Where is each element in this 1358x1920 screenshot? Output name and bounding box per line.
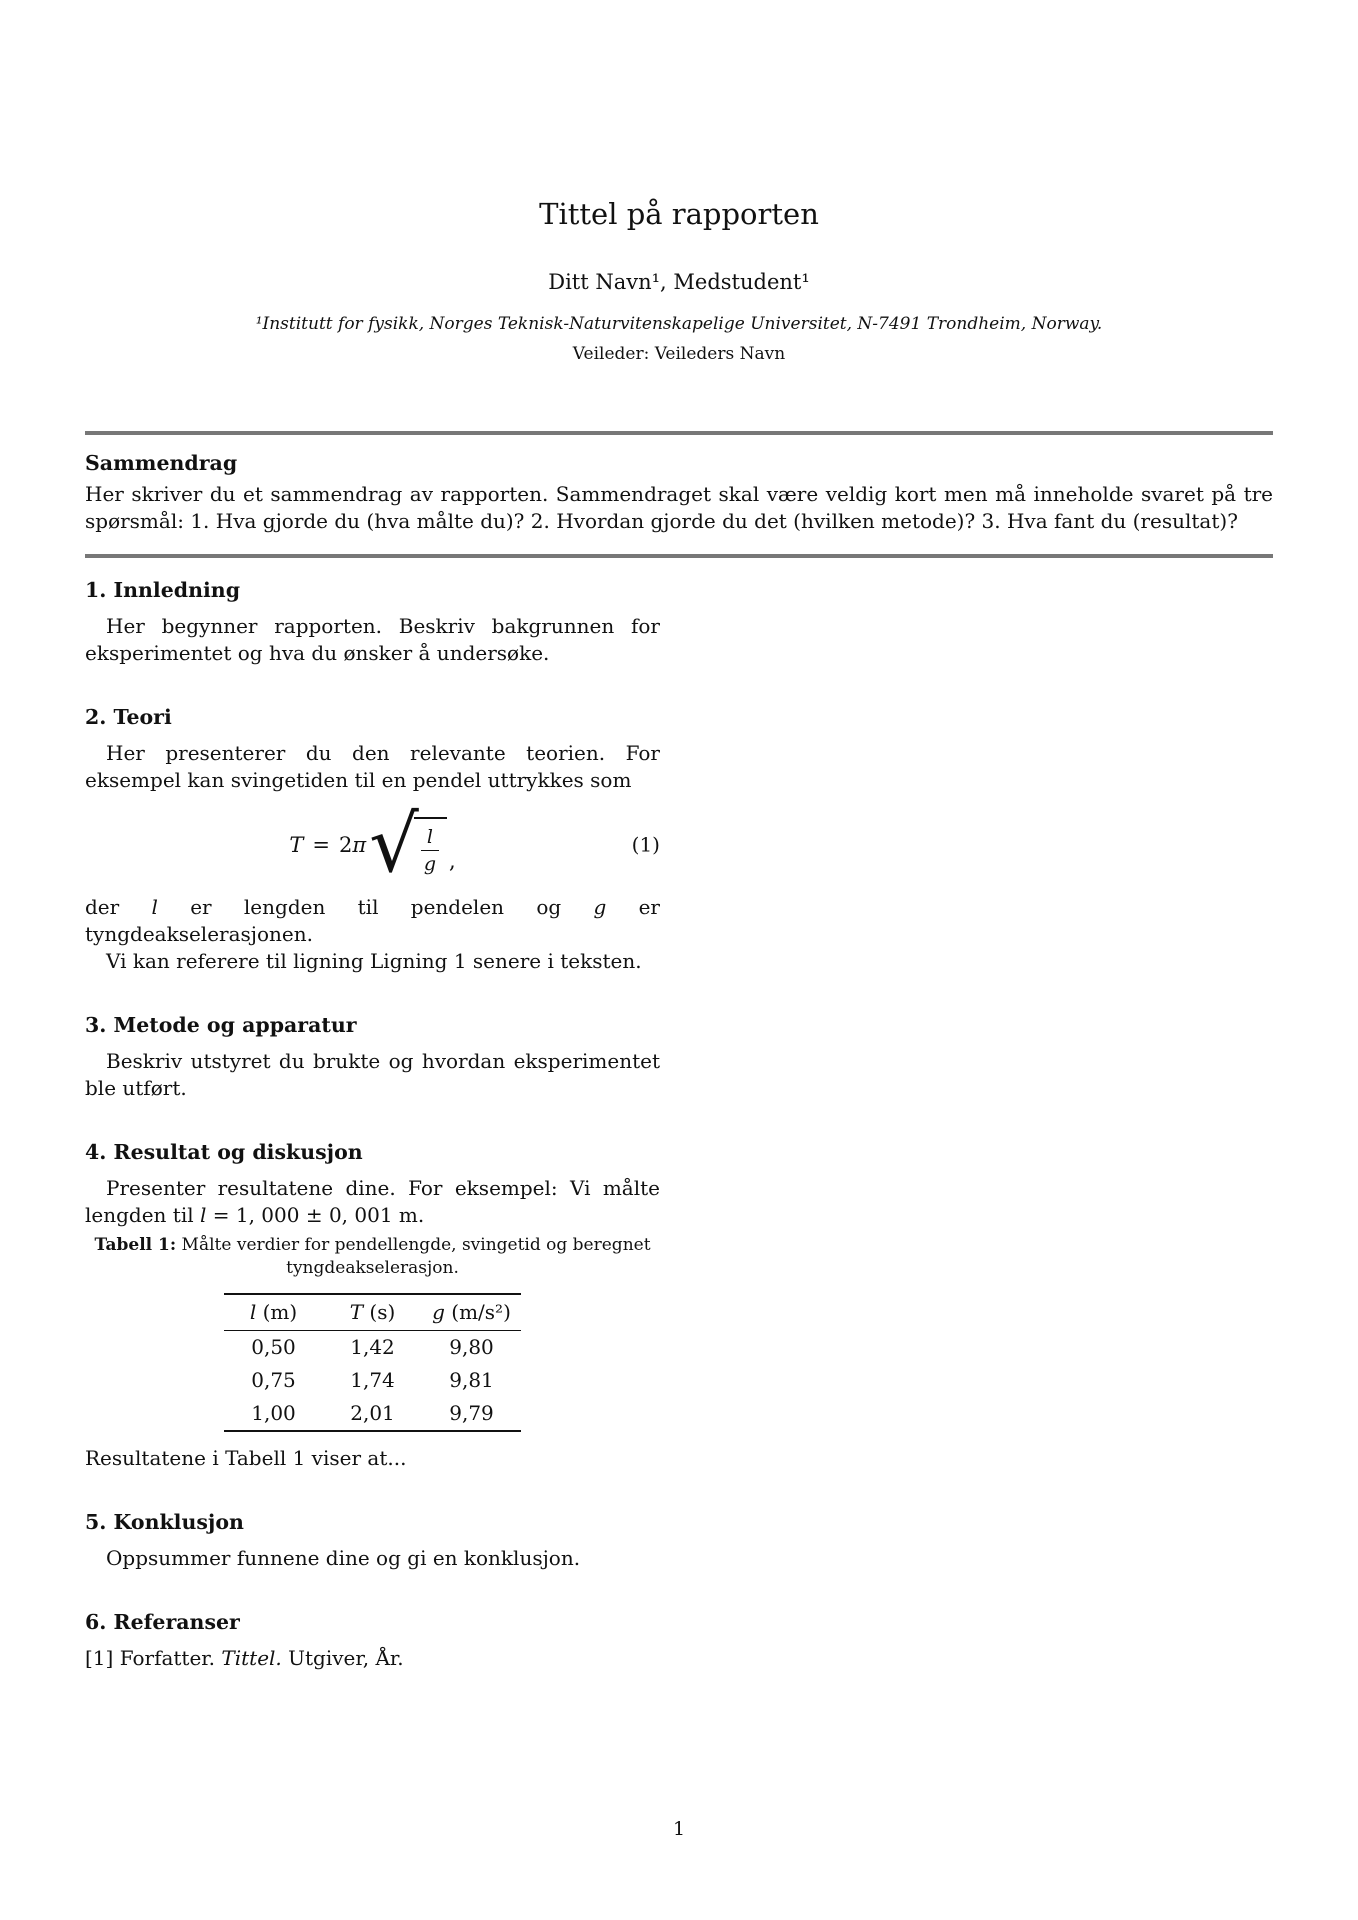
math-var-T: T	[349, 1300, 364, 1324]
square-root	[369, 800, 447, 890]
radicand	[414, 817, 447, 875]
results-table	[224, 1293, 521, 1432]
reference-entry	[85, 1645, 660, 1672]
abstract-body: Her skriver du et sammendrag av rapporten. Sammendraget skal være veldig kort men må inneholde svaret på tre spørsmål: 1. Hva gjorde du (hva målte du)? 2. Hvordan gjorde du det (hvilken metode)? 3. Hva fant du (resultat)?	[85, 482, 1273, 533]
table-header-row	[224, 1294, 521, 1331]
fraction-l-over-g	[421, 826, 439, 875]
teori-body: Her presenterer du den relevante teorien. For eksempel kan svingetiden til en pendel uttrykkes som	[85, 741, 660, 792]
text-part: der	[85, 895, 152, 919]
innledning-body: Her begynner rapporten. Beskriv bakgrunnen for eksperimentet og hva du ønsker å undersøke.	[85, 614, 660, 665]
section-heading-referanser: 6. Referanser	[85, 1610, 240, 1634]
table-cell: 9,79	[449, 1401, 494, 1425]
abstract-bottom-rule	[85, 554, 1273, 558]
math-var-g: g	[432, 1300, 445, 1324]
resultat-body	[85, 1175, 660, 1229]
table-cell: 1,42	[350, 1335, 395, 1359]
metode-body: Beskriv utstyret du brukte og hvordan eksperimentet ble utført.	[85, 1049, 660, 1100]
math-var-g: g	[423, 853, 436, 875]
table-caption-label: Tabell 1:	[94, 1235, 177, 1255]
unit-label: (m)	[256, 1300, 298, 1324]
math-var-T: T	[289, 832, 304, 857]
table-cell: 2,01	[350, 1401, 395, 1425]
table-row	[224, 1331, 521, 1365]
text-part: Utgiver, År.	[281, 1646, 404, 1670]
table-cell: 1,74	[350, 1368, 395, 1392]
table-header-period	[323, 1294, 422, 1331]
pendulum-period-equation	[85, 802, 660, 888]
unit-label: (m/s²)	[444, 1300, 511, 1324]
authors-line: Ditt Navn¹, Medstudent¹	[548, 270, 810, 294]
pi-symbol: π	[352, 832, 367, 857]
coefficient: 2	[338, 832, 353, 857]
math-var-l: l	[249, 1300, 257, 1324]
equation-number: (1)	[631, 832, 660, 857]
abstract-top-rule	[85, 431, 1273, 435]
trailing-comma: ,	[448, 848, 456, 873]
table-header-length	[224, 1294, 323, 1331]
text-part: er tyngdeakselerasjonen.	[85, 895, 660, 946]
table-row	[224, 1364, 521, 1397]
section-heading-konklusjon: 5. Konklusjon	[85, 1510, 244, 1534]
abstract-heading: Sammendrag	[85, 451, 238, 475]
table-row	[224, 1397, 521, 1431]
resultat-after-table: Resultatene i Tabell 1 viser at...	[85, 1446, 407, 1470]
reference-title: Tittel.	[221, 1646, 282, 1670]
math-var-l: l	[151, 895, 158, 919]
unit-label: (s)	[363, 1300, 396, 1324]
table-cell: 1,00	[251, 1401, 296, 1425]
text-part: Presenter resultatene dine. For eksempel: Vi målte lengden til	[85, 1176, 660, 1227]
text-part: er lengden til pendelen og	[157, 895, 594, 919]
table-cell: 9,80	[449, 1335, 494, 1359]
abstract-section	[85, 451, 1273, 535]
section-heading-resultat: 4. Resultat og diskusjon	[85, 1140, 363, 1164]
table-cell: 9,81	[449, 1368, 494, 1392]
teori-reference-note: Vi kan referere til ligning Ligning 1 senere i teksten.	[106, 949, 642, 973]
table-caption	[85, 1234, 660, 1280]
equals-sign: =	[312, 832, 330, 857]
page-number: 1	[672, 1818, 686, 1840]
text-part: = 1, 000 ± 0, 001 m.	[206, 1203, 425, 1227]
table-caption-text: Målte verdier for pendellengde, svingetid og beregnet tyngdeakselerasjon.	[176, 1235, 651, 1278]
left-column	[85, 563, 660, 1672]
text-part: [1] Forfatter.	[85, 1646, 222, 1670]
teori-after-equation	[85, 894, 660, 948]
supervisor-line: Veileder: Veileders Navn	[572, 344, 786, 364]
math-var-l: l	[421, 826, 439, 851]
math-var-g: g	[593, 895, 607, 919]
radical-sign-icon: √	[369, 800, 419, 890]
table-cell: 0,75	[251, 1368, 296, 1392]
affiliation-line: ¹Institutt for fysikk, Norges Teknisk-Naturvitenskapelige Universitet, N-7491 Trondheim, Norway.	[255, 314, 1103, 334]
section-heading-teori: 2. Teori	[85, 705, 172, 729]
table-cell: 0,50	[251, 1335, 296, 1359]
table-header-gravity	[422, 1294, 521, 1331]
section-heading-innledning: 1. Innledning	[85, 578, 241, 602]
equation-expression	[289, 800, 456, 890]
konklusjon-body: Oppsummer funnene dine og gi en konklusjon.	[106, 1546, 581, 1570]
math-var-l: l	[199, 1203, 207, 1227]
section-heading-metode: 3. Metode og apparatur	[85, 1013, 357, 1037]
page-title: Tittel på rapporten	[539, 197, 819, 231]
